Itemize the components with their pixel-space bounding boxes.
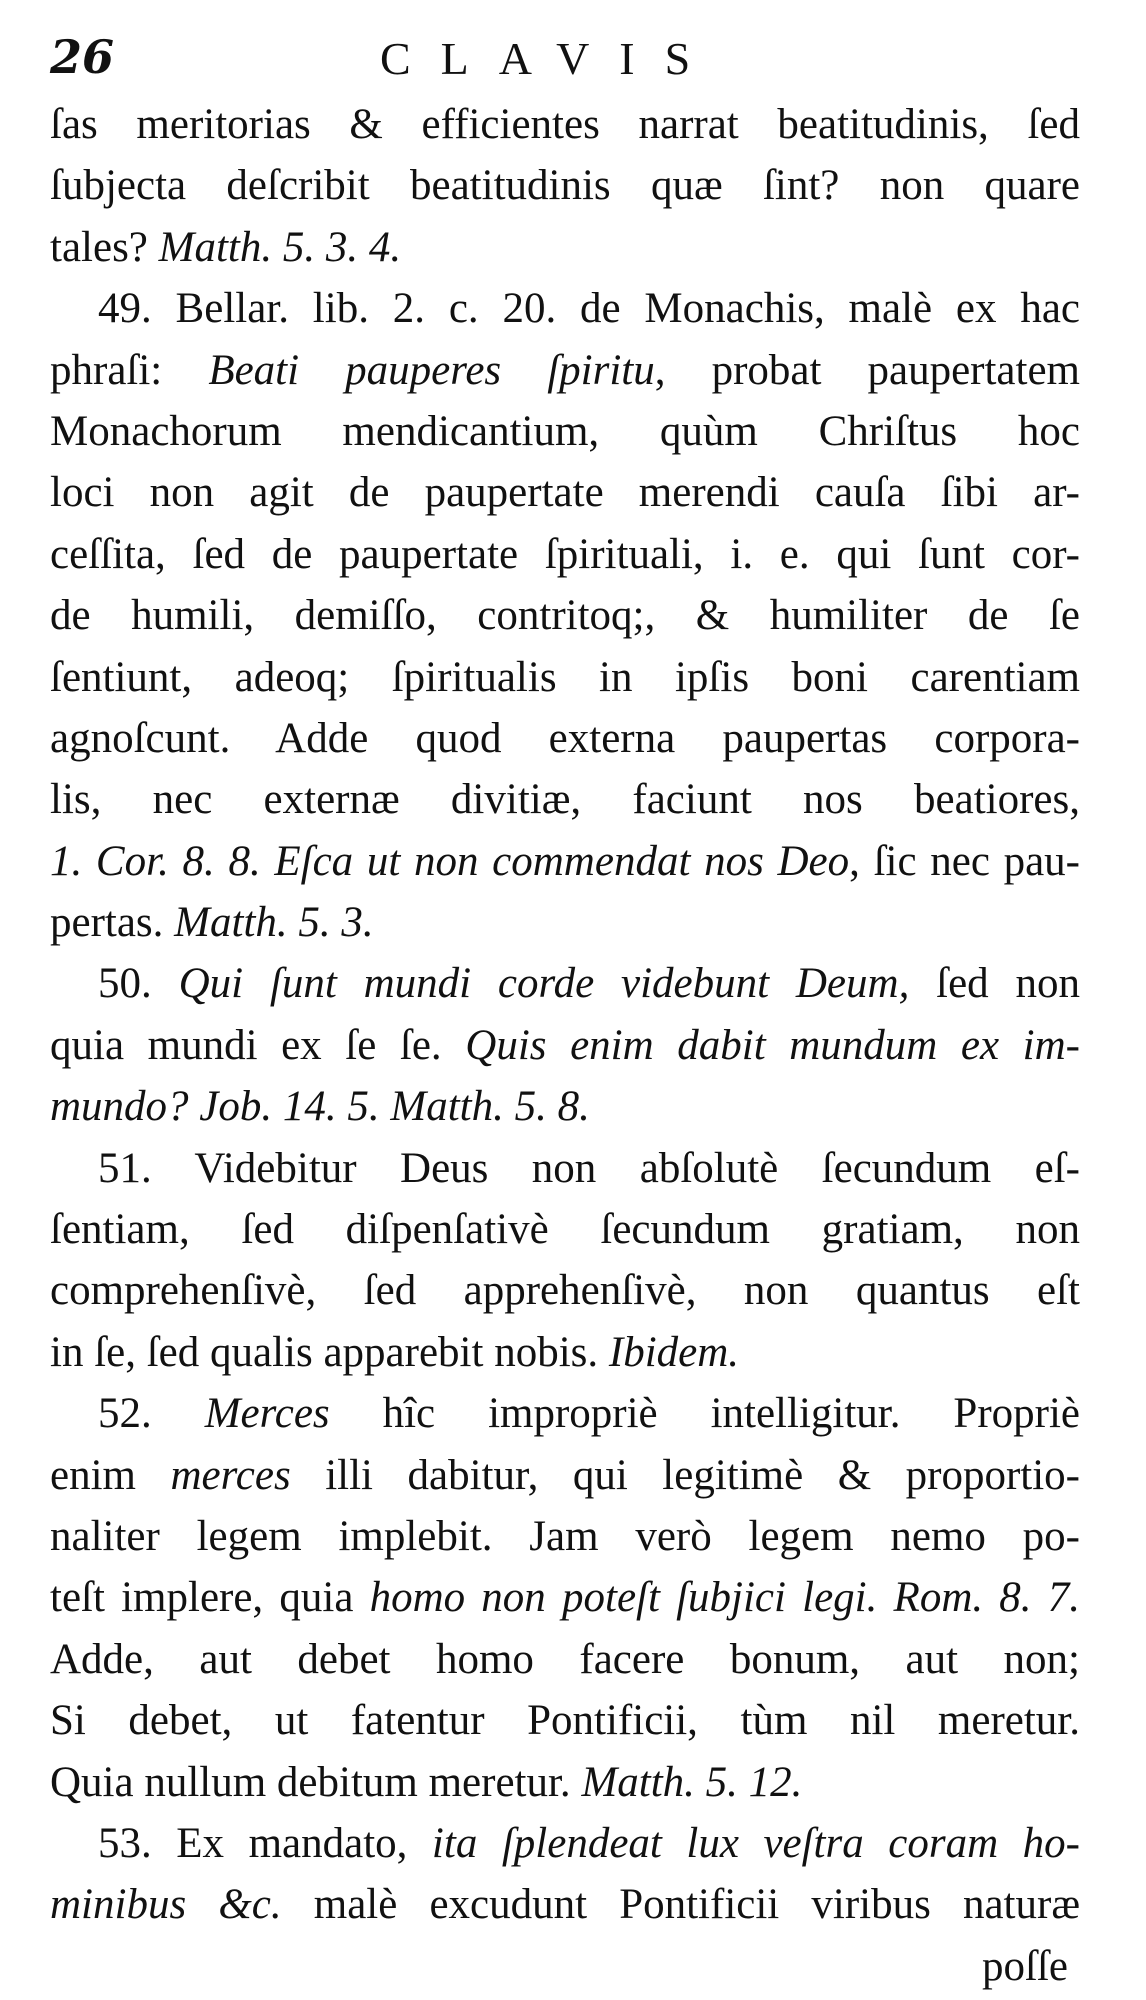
text-line: enim merces illi dabitur, qui legitimè & proportio-	[50, 1451, 1081, 1499]
paragraph-49-start: 49. Bellar. lib. 2. c. 20. de Monachis, malè ex hac	[98, 285, 1080, 333]
text-line: phraſi: Beati pauperes ſpiritu, probat paupertatem	[50, 346, 1080, 394]
text-line: naliter legem implebit. Jam verò legem nemo po-	[50, 1512, 1080, 1560]
body-text	[50, 94, 1080, 1997]
paragraph-53-start: 53. Ex mandato, ita ſplendeat lux veſtra coram ho-	[98, 1819, 1080, 1867]
text-line: ceſſita, ſed de paupertate ſpirituali, i. e. qui ſunt cor-	[50, 530, 1080, 578]
text-line: agnoſcunt. Adde quod externa paupertas corpora-	[50, 714, 1080, 762]
text-line: ſas meritorias & efficientes narrat beatitudinis, ſed	[50, 101, 1080, 148]
text-line: Si debet, ut fatentur Pontificii, tùm nil meretur.	[50, 1697, 1080, 1745]
text-line: teſt implere, quia homo non poteſt ſubjici legi. Rom. 8. 7.	[50, 1574, 1080, 1622]
text-line: 1. Cor. 8. 8. Eſca ut non commendat nos Deo, ſic nec pau-	[50, 837, 1080, 885]
text-line: quia mundi ex ſe ſe. Quis enim dabit mundum ex im-	[50, 1021, 1081, 1069]
text-line: minibus &c. malè excudunt Pontificii viribus naturæ	[50, 1881, 1081, 1929]
text-line: tales? Matth. 5. 3. 4.	[50, 223, 402, 271]
text-line: ſentiunt, adeoq; ſpiritualis in ipſis boni carentiam	[50, 653, 1080, 701]
text-line: in ſe, ſed qualis apparebit nobis. Ibidem.	[50, 1328, 740, 1376]
catchword: poſſe	[982, 1942, 1068, 1990]
text-line: ſubjecta deſcribit beatitudinis quæ ſint? non quare	[50, 162, 1080, 210]
page-number: 26	[50, 30, 115, 84]
text-line: ſentiam, ſed diſpenſativè ſecundum gratiam, non	[50, 1206, 1080, 1254]
paragraph-51-start: 51. Videbitur Deus non abſolutè ſecundum eſ-	[98, 1144, 1080, 1192]
running-title: CLAVIS	[380, 33, 721, 84]
text-line: de humili, demiſſo, contritoq;, & humiliter de ſe	[50, 592, 1080, 640]
text-line: mundo? Job. 14. 5. Matth. 5. 8.	[50, 1083, 590, 1131]
text-line: comprehenſivè, ſed apprehenſivè, non quantus eſt	[50, 1267, 1080, 1315]
page-header	[50, 30, 1090, 90]
paragraph-50-start: 50. Qui ſunt mundi corde videbunt Deum, ſed non	[98, 960, 1080, 1008]
text-line: loci non agit de paupertate merendi cauſa ſibi ar-	[50, 469, 1080, 517]
text-line: lis, nec externæ divitiæ, faciunt nos beatiores,	[50, 776, 1080, 824]
text-line: pertas. Matth. 5. 3.	[50, 899, 374, 947]
text-line: Quia nullum debitum meretur. Matth. 5. 12.	[50, 1758, 803, 1806]
paragraph-52-start: 52. Merces hîc impropriè intelligitur. Propriè	[98, 1390, 1081, 1438]
text-line: Monachorum mendicantium, quùm Chriſtus hoc	[50, 407, 1080, 455]
text-line: Adde, aut debet homo facere bonum, aut non;	[50, 1635, 1080, 1683]
